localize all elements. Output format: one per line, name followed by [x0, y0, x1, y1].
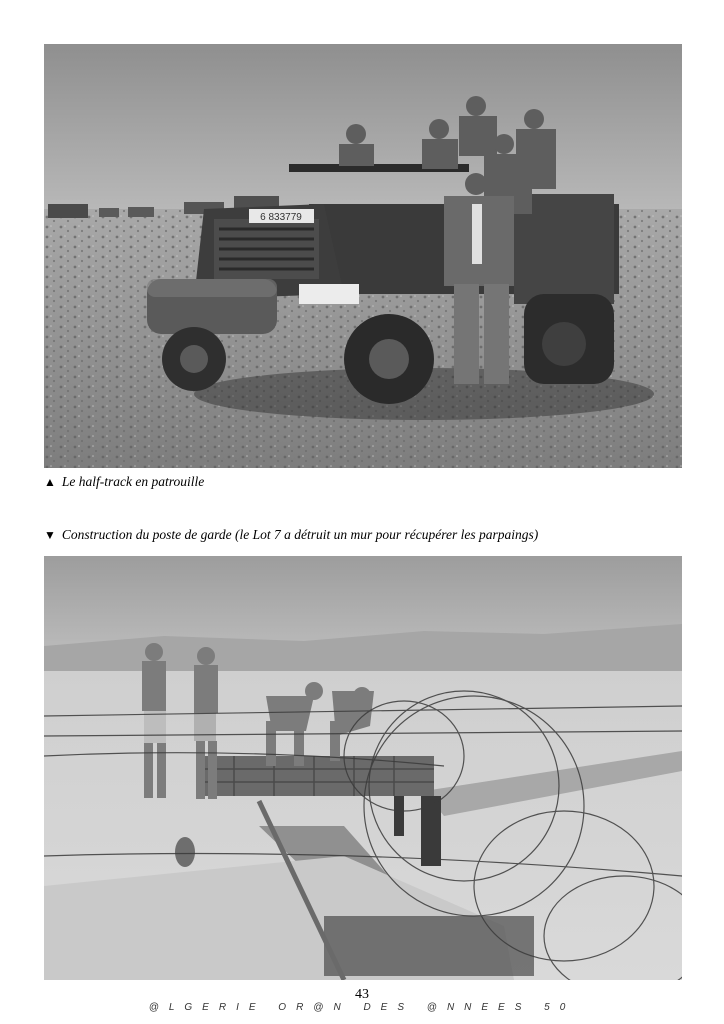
photo-half-track-image: [44, 44, 682, 468]
triangle-up-icon: ▲: [44, 474, 56, 489]
caption-text: Construction du poste de garde (le Lot 7 a détruit un mur pour récupérer les parpaings): [61, 527, 539, 542]
vehicle-plate-text: 6 833779: [260, 212, 302, 223]
caption-text: Le half-track en patrouille: [61, 474, 205, 489]
footer-publication-title: @LGERIE OR@N DES @NNEES 50: [148, 1002, 576, 1013]
caption-half-track: [44, 474, 204, 490]
page-number: 43: [355, 987, 369, 1002]
photo-guard-post-image: [44, 556, 682, 980]
caption-guard-post: [44, 527, 538, 543]
photo-guard-post-construction: [44, 556, 682, 980]
triangle-down-icon: ▼: [44, 527, 56, 542]
water-jug: [175, 837, 195, 867]
photo-half-track-patrol: [44, 44, 682, 468]
distant-vehicle: [48, 204, 88, 218]
